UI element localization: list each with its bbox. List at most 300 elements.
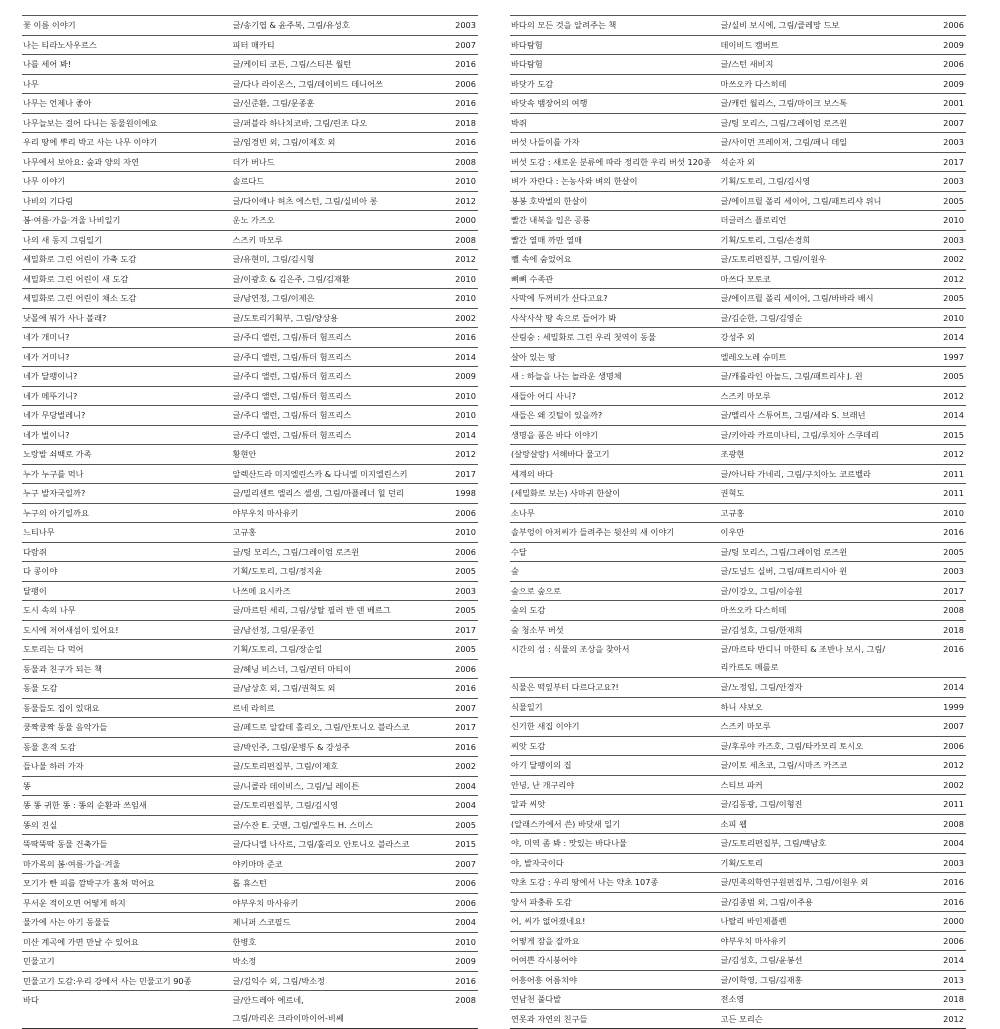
book-author: 스즈키 마모루 [232, 235, 283, 244]
book-year: 2006 [455, 664, 476, 673]
book-title: 나비의 기다림 [23, 196, 74, 205]
table-row [22, 132, 478, 152]
table-row [22, 308, 478, 328]
table-row [22, 600, 478, 620]
book-author: 글/주디 앨런, 그림/튜더 험프리스 [232, 352, 352, 361]
book-title: 어떻게 잠을 잘까요 [511, 936, 580, 945]
table-row [510, 249, 966, 269]
table-row [510, 755, 966, 775]
table-row [510, 327, 966, 347]
book-year: 2011 [943, 469, 964, 478]
table-row [22, 639, 478, 659]
book-author: 스티브 파커 [720, 780, 763, 789]
book-author: 글/남연정, 그림/이제은 [232, 294, 315, 303]
book-title: 바닷속 뱀장어의 여행 [511, 99, 588, 108]
book-title: 동물 도감 [23, 684, 58, 693]
book-year: 2012 [455, 255, 476, 264]
book-title: 연남천 풀다발 [511, 995, 562, 1004]
book-year: 2003 [943, 177, 964, 186]
book-title: 나무늘보는 걸어 다니는 동물원이에요 [23, 118, 158, 127]
table-row [510, 464, 966, 484]
book-title: 식물은 떡잎부터 다르다고요?! [511, 683, 619, 692]
table-row [510, 483, 966, 503]
book-year: 2017 [943, 157, 964, 166]
book-year: 2009 [455, 372, 476, 381]
table-row [22, 347, 478, 367]
book-year: 2002 [455, 313, 476, 322]
book-year: 1999 [943, 702, 964, 711]
book-year: 2018 [943, 995, 964, 1004]
table-row [510, 561, 966, 581]
book-title: 솔부엉이 아저씨가 들려주는 뒷산의 새 이야기 [511, 528, 675, 537]
book-title: 약초 도감 : 우리 땅에서 나는 약초 107종 [511, 878, 659, 887]
book-year: 2010 [455, 391, 476, 400]
book-author: 글/스턴 새비지 [720, 60, 774, 69]
book-title: 야, 미역 좀 봐 : 맛있는 바다나물 [511, 839, 627, 848]
book-year: 2010 [455, 411, 476, 420]
book-year: 2010 [455, 294, 476, 303]
book-title: 씨앗 도감 [511, 741, 546, 750]
table-row [22, 288, 478, 308]
table-row [510, 405, 966, 425]
book-year: 2000 [455, 216, 476, 225]
book-author: 이우만 [720, 528, 745, 537]
book-year: 2017 [455, 625, 476, 634]
book-title: 바닷가 도감 [511, 79, 554, 88]
book-title: 민물고기 [23, 957, 55, 966]
book-author: 글/캐런 월리스, 그림/마이크 보스톡 [720, 99, 848, 108]
table-row [510, 853, 966, 873]
book-author: 스즈키 마모루 [720, 391, 771, 400]
book-year: 2002 [943, 255, 964, 264]
book-year: 2008 [943, 606, 964, 615]
book-year: 2006 [455, 547, 476, 556]
book-title: 달팽이 [23, 586, 47, 595]
book-title: 다람쥐 [23, 547, 47, 556]
table-row [22, 893, 478, 913]
book-title: 수달 [511, 547, 527, 556]
book-author: 한병호 [232, 937, 257, 946]
book-author: 고든 모리슨 [720, 1014, 763, 1023]
table-row [22, 483, 478, 503]
book-title: 꽃 이름 이야기 [23, 21, 76, 30]
book-title: 봄·여름·가을·겨울 나비일기 [23, 216, 121, 225]
table-row [22, 15, 478, 35]
book-title: 도토리는 다 먹어 [23, 645, 84, 654]
book-title: 네가 개미니? [23, 333, 70, 342]
book-author: 박소정 [232, 957, 257, 966]
book-title: 도시 속의 나무 [23, 606, 76, 615]
book-author: 더가 버나드 [232, 157, 275, 166]
book-year: 2005 [943, 196, 964, 205]
table-row [510, 347, 966, 367]
table-row [22, 327, 478, 347]
book-title: 숲 청소부 버섯 [511, 625, 564, 634]
book-title: 네가 거미니? [23, 352, 70, 361]
table-row [510, 814, 966, 834]
book-year: 2004 [455, 918, 476, 927]
book-author: 운노 가즈오 [232, 216, 275, 225]
table-row [22, 854, 478, 874]
book-title: 동물들도 집이 있대요 [23, 703, 100, 712]
book-year: 2008 [943, 819, 964, 828]
book-author: 글/팅 모리스, 그림/그레이엄 로즈윈 [720, 118, 848, 127]
table-row [22, 815, 478, 835]
book-title: 들나물 하러 가자 [23, 762, 84, 771]
book-author: 글/마르틴 세리, 그림/상탈 필러 반 덴 베르그 [232, 606, 391, 615]
book-author: 글/다나 라이온스, 그림/데이비드 데니어쓰 [232, 79, 383, 88]
table-row [22, 405, 478, 425]
book-title: 네가 달팽이니? [23, 372, 78, 381]
table-row [510, 171, 966, 191]
book-year: 2005 [455, 820, 476, 829]
table-row [22, 581, 478, 601]
book-title: 양서 파충류 도감 [511, 897, 572, 906]
table-row [510, 503, 966, 523]
book-title: 무서운 적이오면 어떻게 하지 [23, 898, 126, 907]
book-author: 마쓰오카 다스히데 [720, 606, 787, 615]
book-title: 모기가 빤 피를 깜박구가 홈쳐 먹어요 [23, 879, 155, 888]
table-row [22, 678, 478, 698]
book-title: 어, 씨가 없어졌네요! [511, 917, 586, 926]
book-title: 소나무 [511, 508, 535, 517]
table-row [22, 249, 478, 269]
book-title: 똥의 진실 [23, 820, 58, 829]
book-year: 2016 [455, 976, 476, 985]
book-year: 2002 [943, 780, 964, 789]
book-title: 세밀화로 그린 어린이 채소 도감 [23, 294, 137, 303]
book-year: 2013 [943, 975, 964, 984]
book-year: 2003 [943, 235, 964, 244]
book-year: 2016 [455, 60, 476, 69]
book-author: 글/수잔 E. 굿맨, 그림/엘우드 H. 스미스 [232, 820, 373, 829]
book-title: 우리 땅에 뿌리 박고 사는 나무 이야기 [23, 138, 158, 147]
book-year: 2016 [455, 742, 476, 751]
book-title: 나무는 언제나 좋아 [23, 99, 92, 108]
book-year: 1998 [455, 489, 476, 498]
book-year: 2003 [455, 586, 476, 595]
book-author: 나쓰메 요시카즈 [232, 586, 291, 595]
book-title: 벼가 자란다 : 논농사와 벼의 한살이 [511, 177, 638, 186]
book-year: 2009 [455, 957, 476, 966]
book-author: 글/아니타 가네리, 그림/구치아노 코르벨라 [720, 469, 871, 478]
book-year: 2017 [943, 586, 964, 595]
book-author: 기획/도토리, 그림/정지윤 [232, 567, 323, 576]
book-year: 2016 [943, 897, 964, 906]
book-year: 2010 [455, 274, 476, 283]
table-row [22, 386, 478, 406]
book-year: 2005 [943, 372, 964, 381]
book-title: 누가 누구를 먹나 [23, 469, 84, 478]
book-title: 민물고기 도감:우리 강에서 사는 민물고기 90종 [23, 976, 192, 985]
book-year: 2018 [455, 118, 476, 127]
book-author: 글/도토리편집부, 그림/김시영 [232, 801, 339, 810]
book-author: 고규홍 [720, 508, 745, 517]
table-row [22, 542, 478, 562]
table-row [510, 191, 966, 211]
book-title: 똥 똥 귀한 똥 : 똥의 순환과 쓰임새 [23, 801, 147, 810]
table-row [510, 54, 966, 74]
table-row [510, 308, 966, 328]
book-title: 봉봉 호박벌의 한살이 [511, 196, 588, 205]
book-author: 소피 웹 [720, 819, 747, 828]
book-author: 글/안드레아 에르네, 그림/마리온 크라이마이어-비쎄 [232, 995, 344, 1023]
table-row [510, 775, 966, 795]
book-year: 2015 [455, 840, 476, 849]
table-row [510, 522, 966, 542]
book-title: 사막에 두꺼비가 산다고요? [511, 294, 608, 303]
book-author: 글/주디 앨런, 그림/튜더 험프리스 [232, 411, 352, 420]
book-year: 2007 [943, 722, 964, 731]
book-year: 2005 [943, 547, 964, 556]
table-row [510, 542, 966, 562]
book-year: 2010 [455, 177, 476, 186]
book-year: 2016 [455, 333, 476, 342]
book-author: 기획/도토리 [720, 858, 763, 867]
book-year: 2010 [455, 937, 476, 946]
book-year: 2007 [455, 859, 476, 868]
book-author: 글/민족의학연구원편집부, 그림/이원우 외 [720, 878, 869, 887]
book-year: 2002 [455, 762, 476, 771]
table-row [510, 931, 966, 951]
book-title: 네가 벌이니? [23, 430, 70, 439]
table-row [22, 191, 478, 211]
book-year: 2005 [455, 567, 476, 576]
book-author: 글/임경빈 외, 그림/이제호 외 [232, 138, 336, 147]
book-year: 2005 [455, 645, 476, 654]
table-row [22, 795, 478, 815]
table-row [22, 230, 478, 250]
book-year: 2018 [943, 625, 964, 634]
book-author: 글/다이애나 허츠 에스턴, 그림/실비아 롱 [232, 196, 378, 205]
book-author: 글/캐롤라인 아놀드, 그림/패트리샤 J. 윈 [720, 372, 863, 381]
book-year: 2014 [943, 956, 964, 965]
book-title: 빨간 열매 까만 열매 [511, 235, 583, 244]
book-title: 야, 발자국이다 [511, 858, 564, 867]
table-row [510, 152, 966, 172]
book-year: 2012 [943, 274, 964, 283]
book-author: 제니퍼 스코필드 [232, 918, 291, 927]
book-title: 버섯 나들이를 가자 [511, 138, 580, 147]
table-row [510, 288, 966, 308]
book-author: 마쓰오카 다스히데 [720, 79, 787, 88]
book-year: 2009 [943, 79, 964, 88]
table-row [22, 561, 478, 581]
book-author: 기획/도토리, 그림/김시영 [720, 177, 811, 186]
book-author: 글/이광호 & 김은주, 그림/김재환 [232, 274, 350, 283]
table-row [22, 951, 478, 971]
table-row [510, 620, 966, 640]
book-title: 뼈뼈 수족관 [511, 274, 554, 283]
book-title: 노랑발 쇠백로 가족 [23, 450, 92, 459]
book-author: 야부우치 마사유키 [232, 508, 299, 517]
book-author: 나탈리 바인제플렌 [720, 917, 787, 926]
table-row [510, 736, 966, 756]
book-year: 2004 [455, 801, 476, 810]
book-year: 2006 [943, 21, 964, 30]
book-title: 느티나무 [23, 528, 55, 537]
book-author: 데이비드 캠버트 [720, 40, 779, 49]
book-year: 2006 [455, 898, 476, 907]
table-row [510, 1009, 966, 1029]
book-title: 버섯 도감 : 새로운 분류에 따라 정리한 우리 버섯 120종 [511, 157, 711, 166]
book-year: 2004 [455, 781, 476, 790]
book-author: 마쓰다 모토코 [720, 274, 771, 283]
book-author: 글/니콜라 데이비스, 그림/닐 레이튼 [232, 781, 360, 790]
book-year: 2004 [943, 839, 964, 848]
book-year: 2016 [943, 878, 964, 887]
book-year: 2005 [455, 606, 476, 615]
book-author: 글/송기엽 & 윤주복, 그림/유성호 [232, 21, 350, 30]
table-row [22, 776, 478, 796]
book-year: 2003 [943, 858, 964, 867]
book-year: 1997 [943, 352, 964, 361]
book-year: 2003 [455, 21, 476, 30]
book-title: 낫몰에 뭐가 사나 볼래? [23, 313, 107, 322]
book-title: 쿵짝쿵짝 동물 음악가들 [23, 723, 108, 732]
book-author: 글/주디 앨런, 그림/튜더 험프리스 [232, 430, 352, 439]
table-row [510, 989, 966, 1009]
book-author: 야키마마 준코 [232, 859, 283, 868]
table-row [22, 737, 478, 757]
book-author: 글/신준환, 그림/문종훈 [232, 99, 315, 108]
table-row [510, 581, 966, 601]
table-row [510, 639, 966, 677]
book-author: 더글러스 플로리언 [720, 216, 787, 225]
book-title: 사삭사삭 땅 속으로 들어가 봐 [511, 313, 617, 322]
table-row [22, 93, 478, 113]
book-title: 물가에 사는 아기 동물들 [23, 918, 110, 927]
book-year: 2010 [943, 313, 964, 322]
book-author: 글/후루야 카즈호, 그림/타카모리 토시오 [720, 741, 864, 750]
book-year: 2006 [943, 936, 964, 945]
book-title: 세계의 바다 [511, 469, 554, 478]
book-title: 나를 세어 봐! [23, 60, 72, 69]
book-author: 글/케이티 코튼, 그림/스티븐 월턴 [232, 60, 352, 69]
book-author: 글/팅 모리스, 그림/그레이엄 로즈윈 [720, 547, 848, 556]
table-row [22, 269, 478, 289]
book-author: 엘레오노레 슈미트 [720, 352, 787, 361]
book-author: 글/김성호, 그림/윤봉선 [720, 956, 803, 965]
book-title: 도시에 저어새섬이 있어요! [23, 625, 119, 634]
table-row [510, 950, 966, 970]
book-year: 2012 [455, 450, 476, 459]
book-year: 2010 [943, 508, 964, 517]
book-year: 2006 [943, 60, 964, 69]
table-row [22, 152, 478, 172]
table-row [510, 35, 966, 55]
book-year: 2014 [455, 430, 476, 439]
table-row [510, 911, 966, 931]
book-year: 2007 [455, 703, 476, 712]
book-title: 네가 메뚜기니? [23, 391, 78, 400]
book-year: 2010 [943, 216, 964, 225]
book-title: 박쥐 [511, 118, 527, 127]
book-title: 알과 씨앗 [511, 800, 546, 809]
book-title: 세밀화로 그린 어린이 새 도감 [23, 274, 129, 283]
table-row [22, 425, 478, 445]
book-year: 2012 [455, 196, 476, 205]
book-title: 나무 이야기 [23, 177, 66, 186]
book-author: 글/박인주, 그림/문병두 & 강성주 [232, 742, 350, 751]
book-author: 알렉산드라 미지엘린스카 & 다니엘 미지엘린스키 [232, 469, 408, 478]
book-author: 글/사이먼 프레이저, 그림/페니 데일 [720, 138, 848, 147]
book-year: 2008 [455, 995, 476, 1005]
table-row [510, 444, 966, 464]
book-author: 글/마르타 반디니 마한티 & 조반나 보시, 그림/ 리카르도 메를로 [720, 644, 886, 672]
book-author: 야부우치 마사유키 [720, 936, 787, 945]
book-author: 석순자 외 [720, 157, 755, 166]
table-row [510, 872, 966, 892]
book-author: 글/남선정, 그림/문종인 [232, 625, 315, 634]
book-title: 다 콩이야 [23, 567, 58, 576]
book-author: 글/주디 앨런, 그림/튜더 험프리스 [232, 372, 352, 381]
book-year: 2006 [455, 79, 476, 88]
book-year: 2016 [455, 138, 476, 147]
book-author: 글/키아라 카르미나티, 그림/루치아 스쿠데리 [720, 430, 879, 439]
book-year: 2012 [943, 1014, 964, 1023]
book-title: (살랑살랑) 서해바다 물고기 [511, 450, 610, 459]
book-title: (세밀화로 보는) 사마귀 한살이 [511, 489, 621, 498]
book-author: 기획/도토리, 그림/장순일 [232, 645, 323, 654]
book-author: 글/김종범 외, 그림/이주용 [720, 897, 813, 906]
book-author: 글/노정임, 그림/안경자 [720, 683, 803, 692]
book-year: 2016 [455, 99, 476, 108]
table-row [510, 15, 966, 35]
table-row [510, 600, 966, 620]
book-author: 글/김동광, 그림/이형진 [720, 800, 803, 809]
book-author: 글/도널드 실버, 그림/패트리시아 윈 [720, 567, 848, 576]
book-year: 2009 [943, 40, 964, 49]
book-author: 황현안 [232, 450, 257, 459]
book-title: 나는 티라노사우르스 [23, 40, 97, 49]
book-year: 2010 [455, 528, 476, 537]
left-book-table [22, 15, 478, 1029]
book-year: 2017 [455, 723, 476, 732]
table-row [510, 132, 966, 152]
book-author: 글/도토리편집부, 그림/이제호 [232, 762, 339, 771]
book-year: 2000 [943, 917, 964, 926]
table-row [22, 171, 478, 191]
book-title: 동물 흔적 도감 [23, 742, 76, 751]
table-row [510, 892, 966, 912]
book-author: 글/도토리편집부, 그림/이원우 [720, 255, 827, 264]
book-title: 나무 [23, 79, 39, 88]
table-row [510, 970, 966, 990]
book-year: 2011 [943, 800, 964, 809]
table-row [22, 873, 478, 893]
table-row [510, 230, 966, 250]
book-year: 2006 [455, 879, 476, 888]
table-row [510, 833, 966, 853]
book-author: 글/도토리편집부, 그림/백남호 [720, 839, 827, 848]
book-author: 글/다니엘 나사르, 그림/훌리오 안토니오 블라스코 [232, 840, 410, 849]
table-row [510, 386, 966, 406]
book-author: 롭 휴스턴 [232, 879, 267, 888]
table-row [22, 35, 478, 55]
table-row [22, 620, 478, 640]
table-row [510, 425, 966, 445]
book-author: 글/에이프릴 폴리 세이어, 그림/바바라 배시 [720, 294, 874, 303]
book-title: 바다탐험 [511, 40, 543, 49]
book-year: 2014 [943, 411, 964, 420]
book-author: 글/주디 앨런, 그림/튜더 험프리스 [232, 333, 352, 342]
table-row [510, 716, 966, 736]
book-author: 르네 라히르 [232, 703, 275, 712]
book-author: 글/멜리사 스튜어트, 그림/세라 S. 브래넌 [720, 411, 866, 420]
book-year: 2011 [943, 489, 964, 498]
book-author: 강성주 외 [720, 333, 755, 342]
